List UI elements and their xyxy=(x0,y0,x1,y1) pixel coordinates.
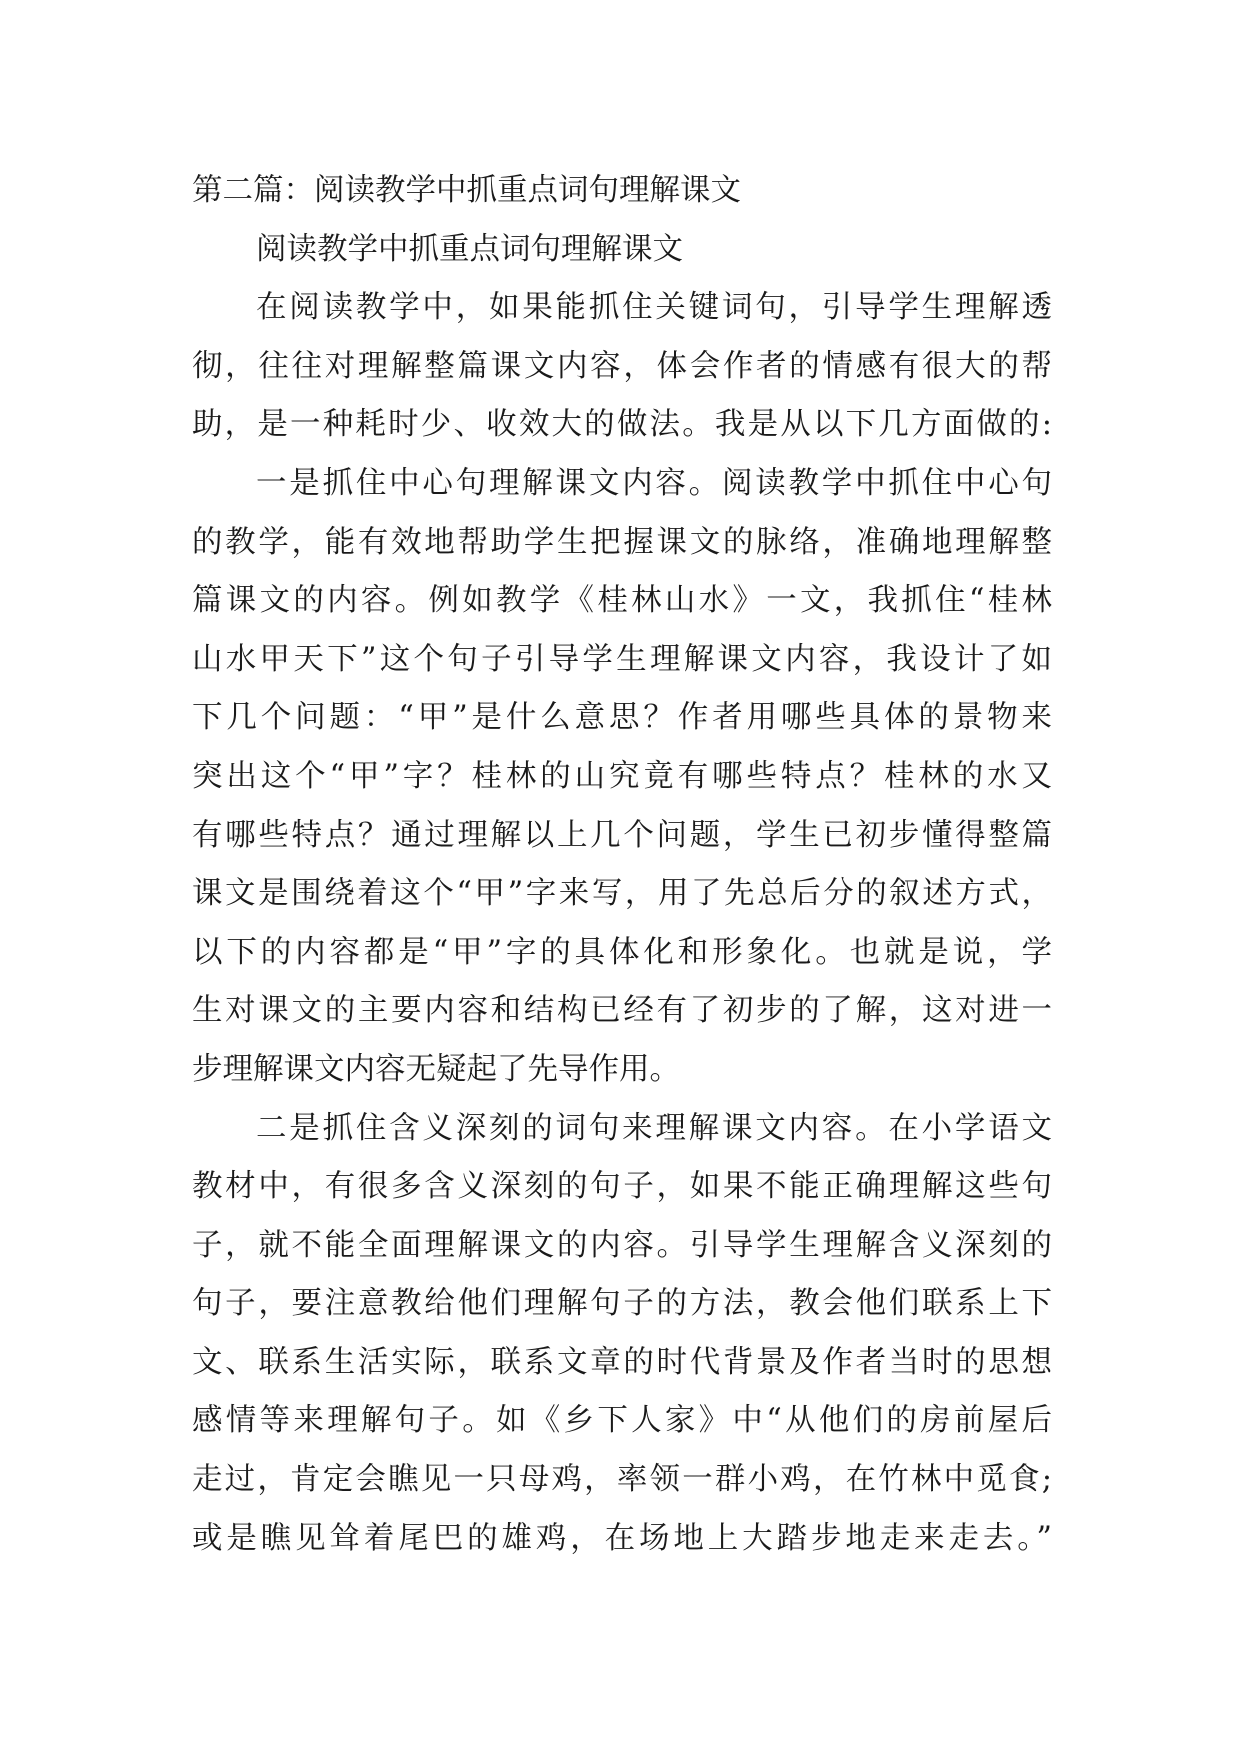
paragraph-line: 走过，肯定会瞧见一只母鸡，率领一群小鸡，在竹林中觅食; xyxy=(192,1462,1052,1498)
paragraph-line: 下几个问题：“甲”是什么意思？作者用哪些具体的景物来 xyxy=(192,700,1052,736)
document-body xyxy=(192,162,1052,1568)
paragraph-line: 助，是一种耗时少、收效大的做法。我是从以下几方面做的: xyxy=(192,407,1052,443)
paragraph-line: 句子，要注意教给他们理解句子的方法，教会他们联系上下 xyxy=(192,1286,1052,1322)
paragraph-line: 教材中，有很多含义深刻的句子，如果不能正确理解这些句 xyxy=(192,1169,1052,1205)
paragraph-line: 或是瞧见耸着尾巴的雄鸡，在场地上大踏步地走来走去。” xyxy=(192,1520,1052,1556)
paragraph-line: 感情等来理解句子。如《乡下人家》中“从他们的房前屋后 xyxy=(192,1403,1052,1439)
paragraph-line: 山水甲天下”这个句子引导学生理解课文内容，我设计了如 xyxy=(192,641,1052,677)
paragraph-line: 子，就不能全面理解课文的内容。引导学生理解含义深刻的 xyxy=(192,1227,1052,1263)
paragraph-line: 在阅读教学中，如果能抓住关键词句，引导学生理解透 xyxy=(256,290,1052,326)
document-subtitle: 阅读教学中抓重点词句理解课文 xyxy=(256,231,683,267)
paragraph-line: 步理解课文内容无疑起了先导作用。 xyxy=(192,1051,680,1087)
paragraph-line: 二是抓住含义深刻的词句来理解课文内容。在小学语文 xyxy=(256,1110,1052,1146)
paragraph-line: 彻，往往对理解整篇课文内容，体会作者的情感有很大的帮 xyxy=(192,348,1052,384)
paragraph-line: 课文是围绕着这个“甲”字来写，用了先总后分的叙述方式， xyxy=(192,876,1052,912)
paragraph-line: 生对课文的主要内容和结构已经有了初步的了解，这对进一 xyxy=(192,993,1052,1029)
paragraph-line: 有哪些特点？通过理解以上几个问题，学生已初步懂得整篇 xyxy=(192,817,1052,853)
paragraph-line: 篇课文的内容。例如教学《桂林山水》一文，我抓住“桂林 xyxy=(192,583,1052,619)
paragraph-line: 一是抓住中心句理解课文内容。阅读教学中抓住中心句 xyxy=(256,465,1052,501)
paragraph-line: 的教学，能有效地帮助学生把握课文的脉络，准确地理解整 xyxy=(192,524,1052,560)
paragraph-line: 以下的内容都是“甲”字的具体化和形象化。也就是说，学 xyxy=(192,934,1052,970)
paragraph-line: 突出这个“甲”字？桂林的山究竟有哪些特点？桂林的水又 xyxy=(192,758,1052,794)
paragraph-line: 文、联系生活实际，联系文章的时代背景及作者当时的思想 xyxy=(192,1344,1052,1380)
document-heading: 第二篇：阅读教学中抓重点词句理解课文 xyxy=(192,173,741,208)
